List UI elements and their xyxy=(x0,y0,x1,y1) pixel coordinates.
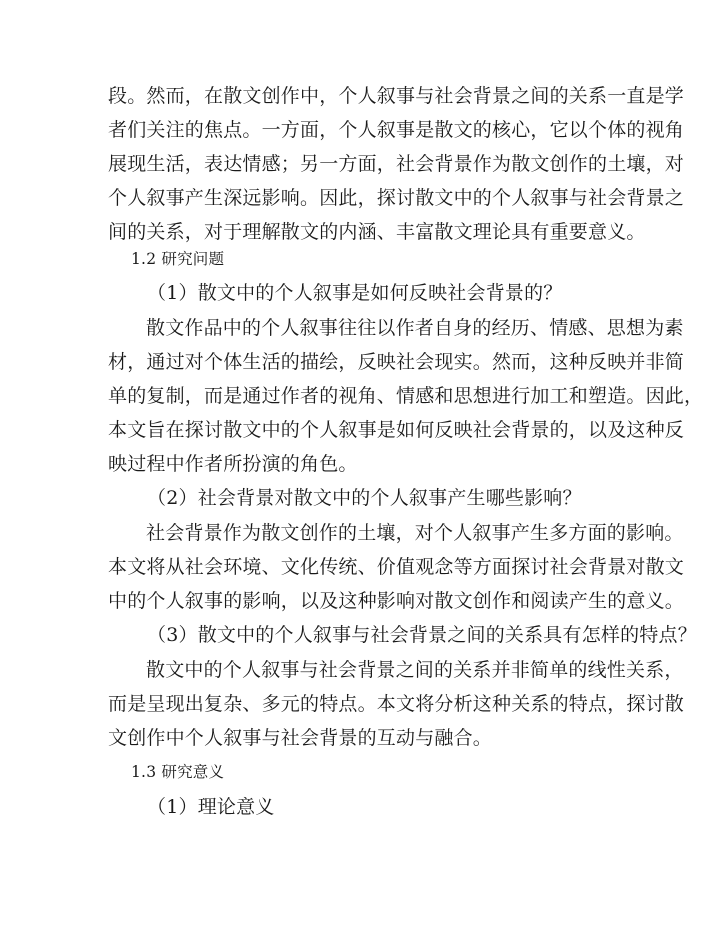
body-text-line: 散文中的个人叙事与社会背景之间的关系并非简单的线性关系， xyxy=(146,659,684,681)
body-text-line: 而是呈现出复杂、多元的特点。本文将分析这种关系的特点，探讨散 xyxy=(108,693,685,715)
body-text-line: 个人叙事产生深远影响。因此，探讨散文中的个人叙事与社会背景之 xyxy=(108,187,685,209)
research-question-1: （1）散文中的个人叙事是如何反映社会背景的？ xyxy=(147,282,563,304)
section-heading-1-2: 1.2 研究问题 xyxy=(131,250,225,268)
body-text-line: 材，通过对个体生活的描绘，反映社会现实。然而，这种反映并非简 xyxy=(108,351,685,373)
body-text-line: 映过程中作者所扮演的角色。 xyxy=(108,453,358,475)
section-heading-1-3: 1.3 研究意义 xyxy=(131,763,225,781)
body-text-line: 文创作中个人叙事与社会背景的互动与融合。 xyxy=(108,727,493,749)
body-text-line: 者们关注的焦点。一方面，个人叙事是散文的核心，它以个体的视角 xyxy=(108,119,685,141)
body-text-line: 中的个人叙事的影响，以及这种影响对散文创作和阅读产生的意义。 xyxy=(108,590,685,612)
research-question-2: （2）社会背景对散文中的个人叙事产生哪些影响？ xyxy=(147,487,582,509)
research-question-3: （3）散文中的个人叙事与社会背景之间的关系具有怎样的特点？ xyxy=(147,624,697,646)
body-text-line: 展现生活，表达情感；另一方面，社会背景作为散文创作的土壤，对 xyxy=(108,153,685,175)
body-text-line: 散文作品中的个人叙事往往以作者自身的经历、情感、思想为素 xyxy=(146,317,684,339)
body-text-line: 社会背景作为散文创作的土壤，对个人叙事产生多方面的影响。 xyxy=(146,522,684,544)
subsection-theory-significance: （1）理论意义 xyxy=(147,796,275,818)
body-text-line: 间的关系，对于理解散文的内涵、丰富散文理论具有重要意义。 xyxy=(108,221,646,243)
body-text-line: 本文将从社会环境、文化传统、价值观念等方面探讨社会背景对散文 xyxy=(108,556,685,578)
body-text-line: 本文旨在探讨散文中的个人叙事是如何反映社会背景的，以及这种反 xyxy=(108,419,685,441)
body-text-line: 段。然而，在散文创作中，个人叙事与社会背景之间的关系一直是学 xyxy=(108,85,685,107)
body-text-line: 单的复制，而是通过作者的视角、情感和思想进行加工和塑造。因此， xyxy=(108,385,704,407)
